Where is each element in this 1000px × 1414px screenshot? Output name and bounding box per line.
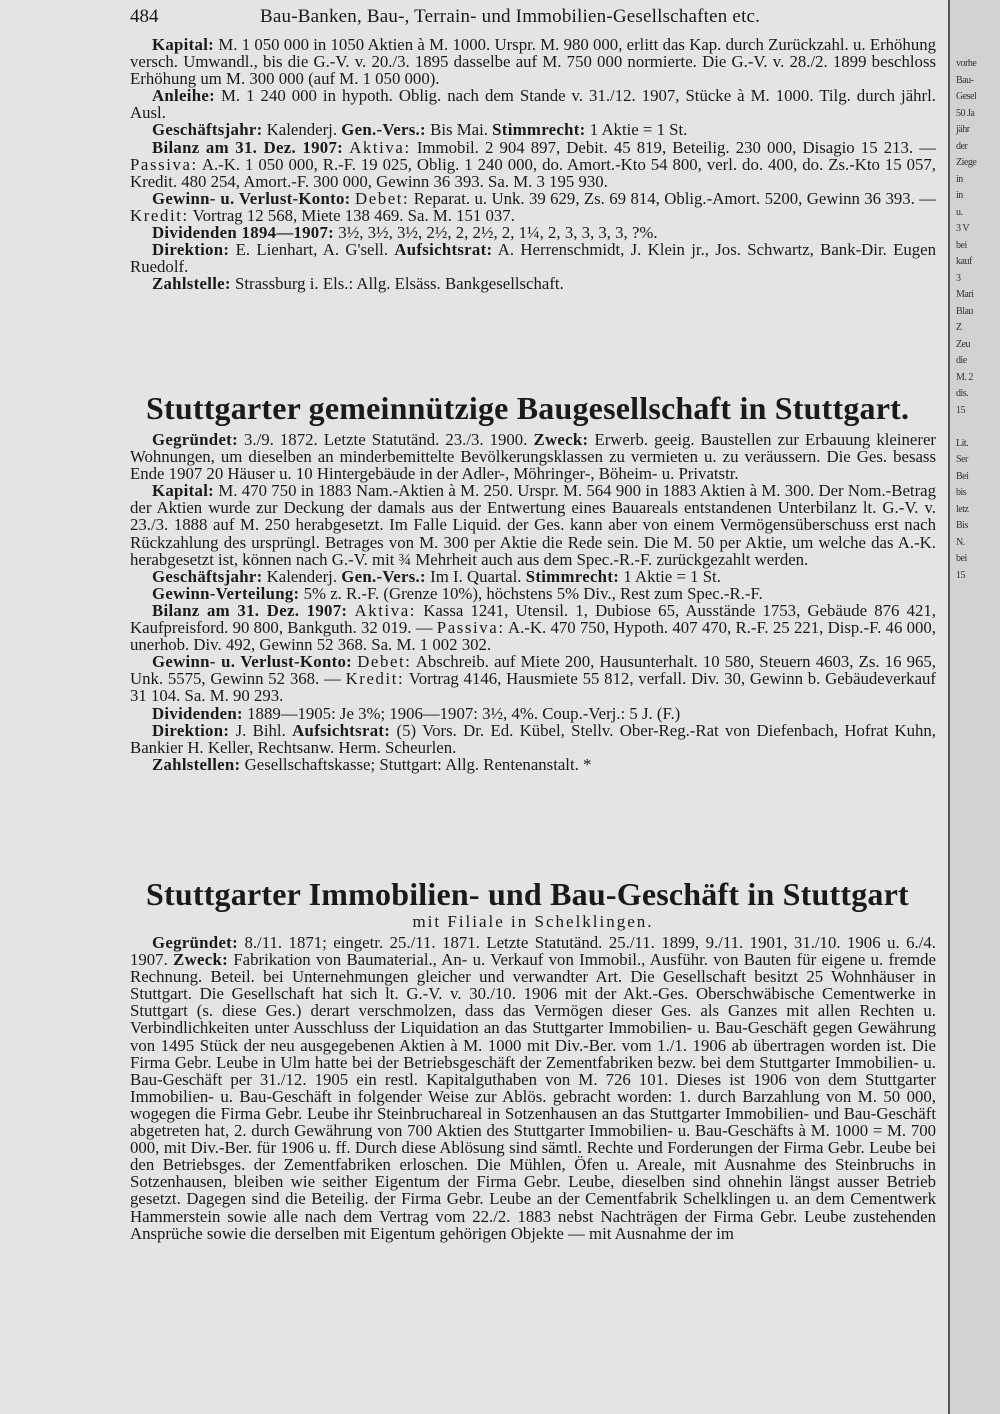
kapital-label: Kapital:	[152, 481, 215, 501]
stimmrecht-text: 1 Aktie = 1 St.	[589, 120, 688, 140]
guv-debet-text: Abschreib. auf Miete 200, Hausunterhalt. 10 580, Steuern 4603, Zs. 16 965, Unk. 5575, Gewinn 52 368. —	[130, 652, 936, 689]
anleihe-label: Anleihe:	[152, 86, 215, 106]
gewinnverteilung-label: Gewinn-Verteilung:	[152, 583, 300, 603]
guv-label: Gewinn- u. Verlust-Konto:	[152, 188, 351, 208]
zahlstelle-paragraph	[130, 275, 936, 292]
meta-paragraph	[130, 568, 936, 585]
aufsichtsrat-label: Aufsichtsrat:	[394, 240, 493, 260]
zweck-label: Zweck:	[173, 950, 229, 970]
bilanz-passiva-text: A.-K. 1 050 000, R.-F. 19 025, Oblig. 1 240 000, do. Amort.-Kto 54 800, verl. do. 400, do. Zs.-Kto 15 057, Kredit. 480 254, Amort.-F. 300 000, Gewinn 36 393. Sa. M. 3 195 930.	[130, 154, 936, 191]
facing-page-edge	[948, 0, 1000, 1414]
facing-page-text	[950, 0, 1000, 584]
page-number: 484	[130, 6, 159, 27]
bilanz-paragraph	[130, 139, 936, 190]
facing-page-fragment: letz	[956, 503, 969, 515]
facing-page-fragment: 15	[956, 569, 965, 581]
gegruendet-paragraph	[130, 431, 936, 482]
aufsichtsrat-text: (5) Vors. Dr. Ed. Kübel, Stellv. Ober-Reg.-Rat von Diefenbach, Hofrat Kuhn, Bankier H. Keller, Rechtsanw. Herm. Scheurlen.	[130, 720, 937, 757]
genvers-label: Gen.-Vers.:	[341, 566, 426, 586]
aufsichtsrat-text: A. Herrenschmidt, J. Klein jr., Jos. Schwartz, Bank-Dir. Eugen Ruedolf.	[130, 240, 936, 277]
page-header	[130, 6, 930, 28]
bilanz-paragraph	[130, 602, 936, 653]
gewinnverteilung-paragraph	[130, 585, 936, 602]
aktiva-word: Aktiva:	[354, 600, 417, 620]
direktion-label: Direktion:	[152, 720, 230, 740]
facing-page-fragment: jähr	[956, 124, 970, 135]
passiva-word: Passiva:	[130, 154, 198, 174]
facing-page-fragment: in	[956, 190, 963, 201]
facing-page-fragment: kauf	[956, 256, 972, 267]
dividenden-label: Dividenden:	[152, 703, 243, 723]
direktion-label: Direktion:	[152, 240, 230, 260]
bilanz-aktiva-text: Kassa 1241, Utensil. 1, Dubiose 65, Ausstände 1753, Gebäude 876 421, Kaufpreisford. 90 800, Bankguth. 32 019. —	[130, 600, 936, 638]
facing-page-fragment: N.	[956, 536, 965, 548]
kapital-text: M. 470 750 in 1883 Nam.-Aktien à M. 250. Urspr. M. 564 900 in 1883 Aktien à M. 300. Der Nom.-Betrag der Aktien wurde zur Deckung der damals aus der Entwertung eines Bauareals entstandenen Unterbilanz lt. G.-V. v. 23./3. 1888 auf M. 250 herabgesetzt. Im Falle Liquid. der Ges. kann aber von einem Vermögensüberschuss erst nach Rückzahlung des ursprüngl. Betrages von M. 300 per Aktie die Rede sein. Die M. 50 per Aktie, um welche das A.-K. herabgesetzt ist, können nach G.-V. mit ¾ Mehrheit auch aus dem Spec.-R.-F. zurückgezahlt werden.	[130, 481, 936, 569]
genvers-text: Bis Mai.	[430, 120, 488, 140]
facing-page-fragment: bei	[956, 239, 967, 251]
facing-page-fragment: Bau-	[956, 74, 974, 86]
guv-paragraph	[130, 653, 936, 704]
entry-continuation	[130, 36, 936, 292]
facing-page-fragment: u.	[956, 206, 963, 218]
facing-page-fragment: bis	[956, 487, 967, 498]
kredit-word: Kredit:	[130, 205, 189, 225]
facing-page-fragment: der	[956, 140, 968, 152]
kapital-paragraph	[130, 36, 936, 87]
kapital-label: Kapital:	[152, 35, 215, 54]
zahlstellen-paragraph	[130, 756, 936, 773]
entry-2-title: Stuttgarter Immobilien- und Bau-Geschäft in Stuttgart	[146, 876, 909, 912]
entry-2-body	[130, 934, 936, 1242]
facing-page-fragment: Blau	[956, 305, 973, 317]
zahlstellen-label: Zahlstellen:	[152, 754, 241, 774]
stimmrecht-label: Stimmrecht:	[525, 566, 620, 586]
facing-page-fragment: Zeu	[956, 338, 971, 350]
facing-page-fragment: Mari	[956, 289, 974, 300]
debet-word: Debet:	[354, 188, 410, 208]
facing-page-fragment: 3	[956, 272, 961, 284]
zweck-text: Fabrikation von Baumaterial., An- u. Verkauf von Immobil., Ausführ. von Bauten für eigene u. fremde Rechnung. Beteil. bei Unternehmungen gleicher und verwandter Art. Die Gesellschaft besitzt 25 Wohnhäuser in Stuttgart. Die Gesellschaft hat sich lt. G.-V. v. 30./10. 1906 mit der Akt.-Ges. Oberschwäbische Cementwerke in Stuttgart (s. diese Ges.) derart verschmolzen, dass das Vermögen dieser Ges. als Ganzes mit allen Rechten u. Verbindlichkeiten unter Ausschluss der Liquidation an das Stuttgarter Immobilien- u. Bau-Geschäft gegen Gewährung von 1495 Stück der neu ausgegebenen Aktien à M. 1000 mit Div.-Ber. vom 1./1. 1906 ab übertragen worden ist. Die Firma Gebr. Leube in Ulm hatte bei der Betriebsgeschäft der Zementfabriken bezw. bei dem Stuttgarter Immobilien- u. Bau-Geschäft per 31./12. 1905 ein restl. Kapitalguthaben von M. 726 101. Dieses ist 1906 von dem Stuttgarter Immobilien- u. Bau-Geschäft in folgender Weise zur Ablös. gebracht worden: 1. durch Barzahlung von M. 50 000, wogegen die Firma Gebr. Leube ihr Steinbruchareal in Sotzenhausen an das Stuttgarter Immobilien- und Bau-Geschäft abgetreten hat, 2. durch Gewährung von 700 Aktien des Stuttgarter Immobilien- u. Bau-Geschäfts à M. 1000 = M. 700 000, mit Div.-Ber. für 1906 u. ff. Durch diese Ablösung sind sämtl. Rechte und Forderungen der Firma Gebr. Leube bei den Betriebsges. der Zementfabriken erloschen. Die Mühlen, Öfen u. Areale, mit Ausnahme des Steinbruchs in Sotzenhausen, bleiben wie seither Eigentum der Firma Gebr. Leube, dieselben sind ohnehin längst ausser Betrieb gesetzt. Dagegen sind die Beteilig. der Firma Gebr. Leube an der Cementfabrik Schelklingen u. an dem Cementwerk Hammerstein sowie alle nach dem Vertrag vom 22./2. 1883 nebst Nachträgen der Firma Gebr. Leube zustehenden Ansprüche sowie die derselben mit Eigentum gehörigen Objekte — mit Ausnahme der im	[130, 950, 936, 1243]
passiva-word: Passiva:	[436, 618, 505, 638]
kapital-text: M. 1 050 000 in 1050 Aktien à M. 1000. Urspr. M. 980 000, erlitt das Kap. durch Zurückzahl. u. Erhöhung versch. Umwandl., bis die G.-V. v. 20./3. 1895 dasselbe auf M. 750 000 normierte. Die G.-V. v. 28./2. 1899 beschloss Erhöhung um M. 300 000 (auf M. 1 050 000).	[130, 35, 936, 89]
facing-page-fragment: vorhe	[956, 58, 977, 69]
zweck-text: Erwerb. geeig. Baustellen zur Erbauung kleinerer Wohnungen, um dieselben an minderbemittelte Bevölkerungsklassen zu vermieten u. zu veräussern. Die Ges. besass Ende 1907 20 Häuser u. 10 Hintergebäude in der Adler-, Möhringer-, Böheim- u. Privatstr.	[130, 430, 936, 484]
dividenden-paragraph	[130, 224, 936, 241]
genvers-label: Gen.-Vers.:	[341, 120, 426, 140]
gegruendet-label: Gegründet:	[152, 933, 238, 952]
kapital-paragraph	[130, 482, 936, 567]
bilanz-label: Bilanz am 31. Dez. 1907:	[152, 600, 348, 620]
guv-label: Gewinn- u. Verlust-Konto:	[152, 652, 353, 672]
dividenden-text: 3½, 3½, 3½, 2½, 2, 2½, 2, 1¼, 2, 3, 3, 3, 3, ?%.	[338, 223, 658, 243]
gegruendet-paragraph	[130, 934, 936, 1242]
geschaeftsjahr-text: Kalenderj.	[266, 120, 338, 140]
bilanz-passiva-text: A.-K. 470 750, Hypoth. 407 470, R.-F. 25 221, Disp.-F. 46 000, unerhob. Div. 492, Gewinn 52 368. Sa. M. 1 002 302.	[130, 618, 936, 655]
facing-page-fragment: 3 V	[956, 223, 970, 234]
zahlstelle-label: Zahlstelle:	[152, 274, 231, 294]
facing-page-fragment: 15	[956, 404, 965, 416]
direktion-text: E. Lienhart, A. G'sell.	[235, 240, 389, 260]
entry-1-body	[130, 431, 936, 773]
meta-paragraph	[130, 121, 936, 138]
gegruendet-label: Gegründet:	[152, 430, 238, 449]
facing-page-fragment: die	[956, 355, 967, 366]
guv-paragraph	[130, 190, 936, 224]
facing-page-fragment: in	[956, 173, 963, 185]
genvers-text: Im I. Quartal.	[430, 566, 522, 586]
guv-debet-text: Reparat. u. Unk. 39 629, Zs. 69 814, Oblig.-Amort. 5200, Gewinn 36 393. —	[413, 188, 937, 208]
gegruendet-text: 3./9. 1872. Letzte Statutänd. 23./3. 1900.	[244, 430, 528, 449]
guv-kredit-text: Vortrag 12 568, Miete 138 469. Sa. M. 151 037.	[192, 205, 515, 225]
bilanz-aktiva-text: Immobil. 2 904 897, Debit. 45 819, Beteilig. 230 000, Disagio 15 213. —	[416, 137, 936, 157]
facing-page-fragment: Gesel	[956, 91, 977, 102]
bilanz-label: Bilanz am 31. Dez. 1907:	[152, 137, 344, 157]
facing-page-fragment: Lit.	[956, 437, 969, 449]
direktion-paragraph	[130, 241, 936, 275]
dividenden-label: Dividenden 1894—1907:	[152, 223, 335, 243]
gewinnverteilung-text: 5% z. R.-F. (Grenze 10%), höchstens 5% Div., Rest zum Spec.-R.-F.	[303, 583, 763, 603]
zahlstellen-text: Gesellschaftskasse; Stuttgart: Allg. Rentenanstalt. *	[244, 754, 592, 774]
facing-page-fragment: Ser	[956, 454, 968, 465]
entry-1-title: Stuttgarter gemeinnützige Baugesellschaft in Stuttgart.	[146, 390, 910, 426]
anleihe-text: M. 1 240 000 in hypoth. Oblig. nach dem Stande v. 31./12. 1907, Stücke à M. 1000. Tilg. durch jährl. Ausl.	[130, 86, 936, 123]
facing-page-fragment: Z	[956, 322, 962, 333]
stimmrecht-label: Stimmrecht:	[492, 120, 586, 140]
geschaeftsjahr-text: Kalenderj.	[266, 566, 338, 586]
entry-2-subtitle: mit Filiale in Schelklingen.	[412, 912, 654, 931]
geschaeftsjahr-label: Geschäftsjahr:	[152, 120, 263, 140]
dividenden-text: 1889—1905: Je 3%; 1906—1907: 3½, 4%. Coup.-Verj.: 5 J. (F.)	[247, 703, 681, 723]
facing-page-fragment: Bei	[956, 470, 969, 482]
facing-page-fragment: bei	[956, 553, 967, 564]
debet-word: Debet:	[357, 652, 412, 672]
aktiva-word: Aktiva:	[349, 137, 411, 157]
facing-page-fragment: Ziege	[956, 157, 977, 168]
direktion-text: J. Bihl.	[235, 720, 286, 740]
facing-page-fragment: 50 Ja	[956, 107, 975, 119]
dividenden-paragraph	[130, 705, 936, 722]
guv-kredit-text: Vortrag 4146, Hausmiete 55 812, verfall. Div. 30, Gewinn b. Gebäudeverkauf 31 104. Sa. M. 90 293.	[130, 669, 936, 706]
facing-page-fragment: M. 2	[956, 371, 973, 383]
geschaeftsjahr-label: Geschäftsjahr:	[152, 566, 263, 586]
aufsichtsrat-label: Aufsichtsrat:	[292, 720, 391, 740]
gegruendet-text: 8./11. 1871; eingetr. 25./11. 1871. Letzte Statutänd. 25./11. 1899, 9./11. 1901, 31./10. 1906 u. 6./4. 1907.	[130, 933, 936, 970]
zahlstelle-text: Strassburg i. Els.: Allg. Elsäss. Bankgesellschaft.	[235, 274, 564, 294]
direktion-paragraph	[130, 722, 936, 756]
facing-page-fragment	[950, 419, 1000, 436]
facing-page-fragment: dis.	[956, 388, 969, 399]
kredit-word: Kredit:	[345, 669, 405, 689]
anleihe-paragraph	[130, 87, 936, 121]
zweck-label: Zweck:	[533, 430, 589, 449]
facing-page-fragment: Bis	[956, 520, 968, 531]
running-title: Bau-Banken, Bau-, Terrain- und Immobilien-Gesellschaften etc.	[260, 6, 761, 27]
stimmrecht-text: 1 Aktie = 1 St.	[623, 566, 721, 586]
